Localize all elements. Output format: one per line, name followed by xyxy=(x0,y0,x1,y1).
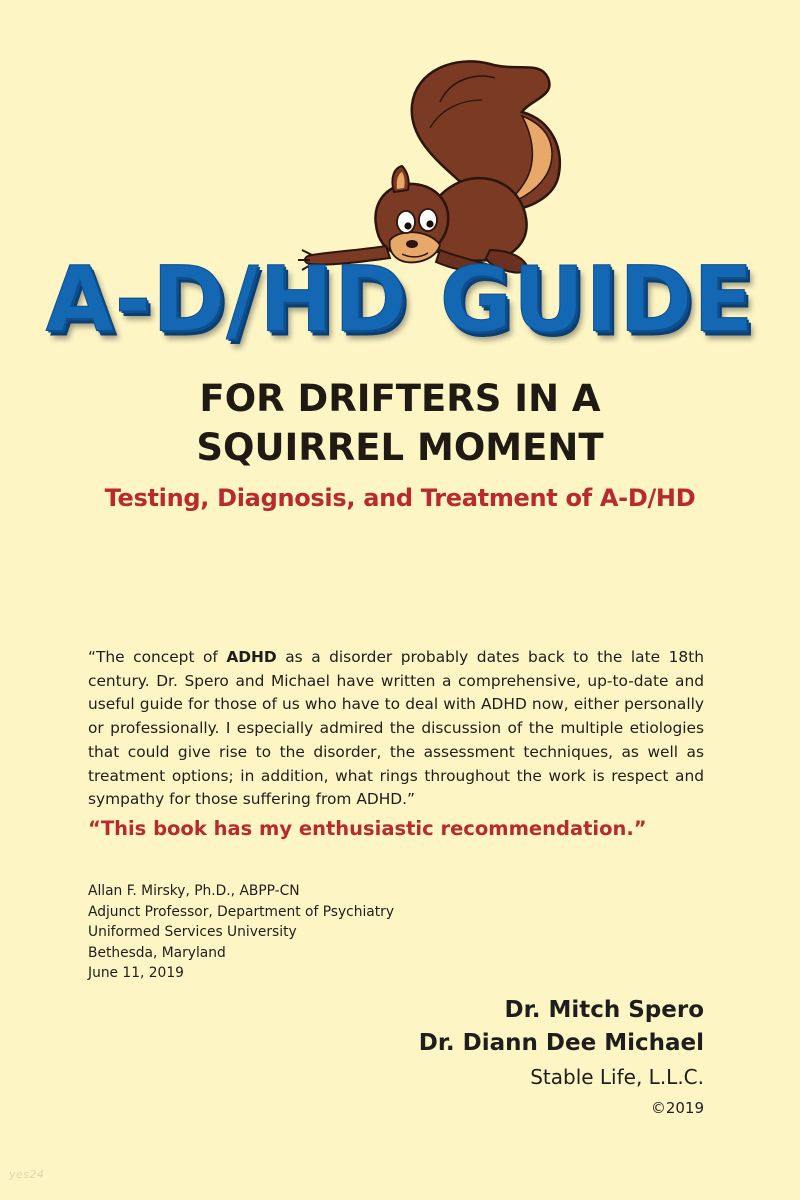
watermark: yes24 xyxy=(9,1168,45,1181)
reviewer-date: June 11, 2019 xyxy=(88,965,184,981)
quote-text-after: as a disorder probably dates back to the late 18th century. Dr. Spero and Michael have written a comprehensive, up-to-date and useful guide for those of us who have to deal with ADHD now, either personally or professionally. I especially admired the discussion of the multiple etiologies that could give rise to the disorder, the assessment techniques, as well as treatment options; in addition, what rings throughout the work is respect and sympathy for those suffering from ADHD.” xyxy=(88,648,704,809)
endorsement-quote xyxy=(88,646,704,812)
author-2: Dr. Diann Dee Michael xyxy=(418,1030,704,1056)
copyright: ©2019 xyxy=(650,1099,704,1117)
reviewer-name: Allan F. Mirsky, Ph.D., ABPP-CN xyxy=(88,883,300,899)
recommendation: “This book has my enthusiastic recommendation.” xyxy=(88,817,647,840)
tagline: Testing, Diagnosis, and Treatment of A-D/HD xyxy=(104,484,696,512)
reviewer-institution: Uniformed Services University xyxy=(88,924,297,940)
quote-text-before: “The concept of xyxy=(88,648,227,666)
subtitle-line-1: FOR DRIFTERS IN A xyxy=(199,377,601,420)
reviewer-location: Bethesda, Maryland xyxy=(88,944,226,961)
quote-text-bold: ADHD xyxy=(226,648,277,666)
publisher: Stable Life, L.L.C. xyxy=(530,1065,704,1089)
reviewer-block xyxy=(88,881,488,984)
subtitle-line-2: SQUIRREL MOMENT xyxy=(196,426,604,469)
book-title: A-D/HD GUIDE xyxy=(45,246,755,353)
reviewer-title: Adjunct Professor, Department of Psychiatry xyxy=(88,903,395,920)
authors-block xyxy=(419,994,704,1122)
squirrel-icon xyxy=(290,50,590,280)
author-1: Dr. Mitch Spero xyxy=(504,997,704,1023)
